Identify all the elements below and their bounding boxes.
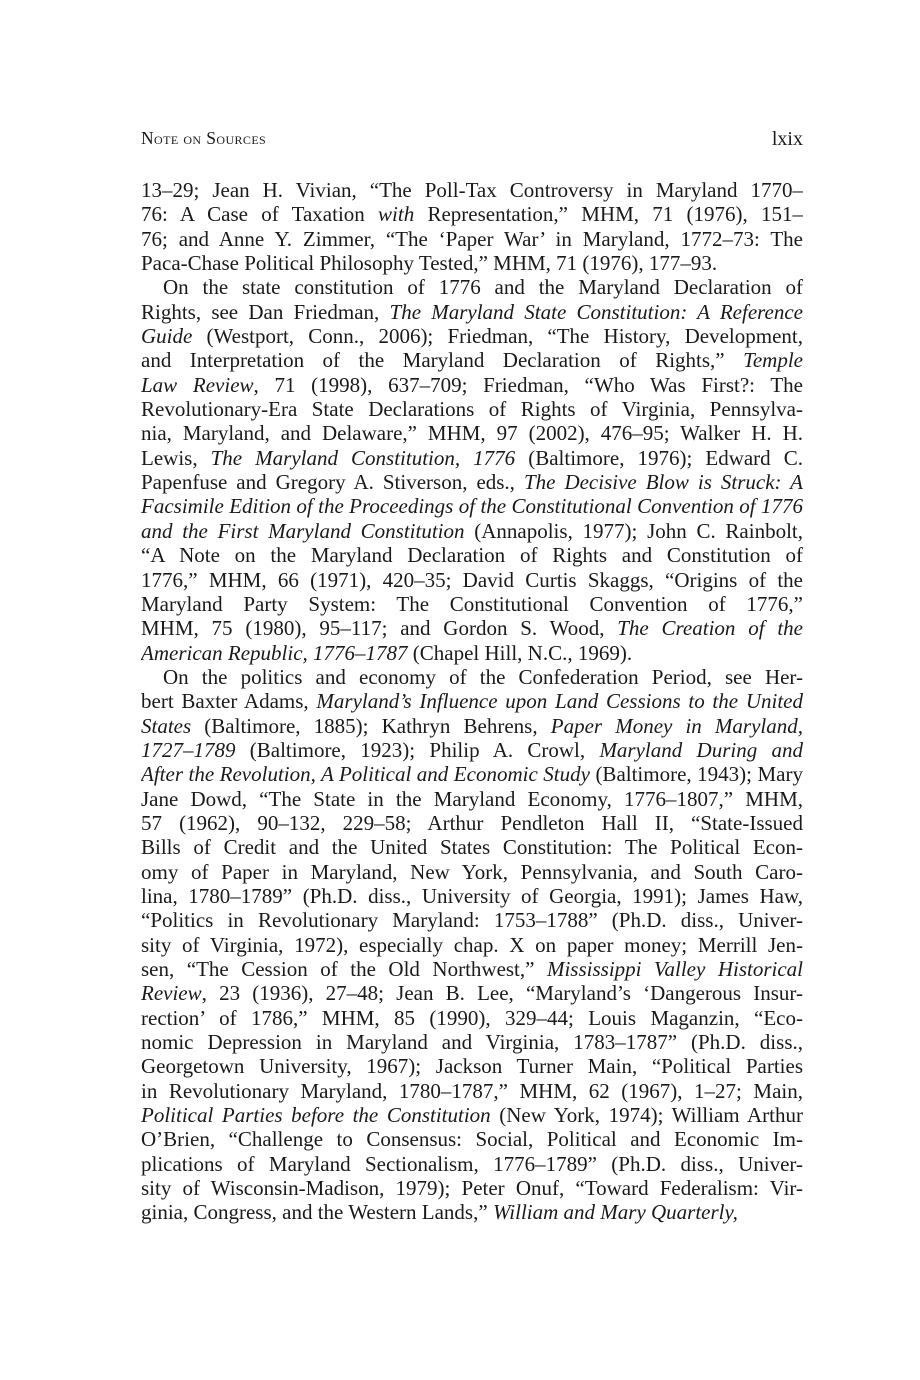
italic-text-run: Facsimile Edition of the Proceedings of the Constitutional Convention of 1776 — [141, 494, 803, 519]
page-header — [141, 128, 803, 156]
text-run: ginia, Congress, and the Western Lands,” — [141, 1200, 493, 1225]
body-text — [141, 178, 803, 1225]
text-run: (Annapolis, 1977); John C. Rainbolt, — [464, 518, 803, 543]
text-run: Maryland Party System: The Constitutional Convention of 1776,” — [141, 591, 803, 616]
text-run: On the politics and economy of the Confederation Period, see Her- — [163, 664, 803, 689]
text-run: (Baltimore, 1885); Kathryn Behrens, — [191, 713, 551, 738]
text-line — [141, 519, 803, 543]
text-run: sen, “The Cession of the Old Northwest,” — [141, 957, 547, 981]
text-line — [141, 616, 803, 640]
text-line — [141, 957, 803, 981]
text-run: On the state constitution of 1776 and the Maryland Declaration of — [163, 275, 803, 300]
text-line — [141, 641, 803, 665]
italic-text-run: Political Parties before the Constitution — [141, 1103, 491, 1128]
text-run: lina, 1780–1789” (Ph.D. diss., University of Georgia, 1991); James Haw, — [141, 883, 803, 908]
italic-text-run: The Maryland State Constitution: A Reference — [389, 299, 803, 324]
text-line — [141, 275, 803, 299]
text-run: 76: A Case of Taxation — [141, 202, 379, 227]
italic-text-run: The Creation of the — [617, 616, 803, 641]
text-run: Revolutionary-Era State Declarations of Rights of Virginia, Pennsylva- — [141, 397, 803, 422]
text-line — [141, 568, 803, 592]
text-run: Papenfuse and Gregory A. Stiverson, eds., — [141, 470, 524, 495]
text-line — [141, 1200, 803, 1224]
text-run: O’Brien, “Challenge to Consensus: Social, Political and Economic Im- — [141, 1127, 803, 1152]
text-run: MHM, 75 (1980), 95–117; and Gordon S. Wood, — [141, 616, 618, 641]
italic-text-run: William and Mary Quarterly, — [492, 1200, 738, 1225]
text-line — [141, 1030, 803, 1054]
text-run: Bills of Credit and the United States Constitution: The Political Econ- — [141, 835, 803, 860]
text-run: Lewis, — [141, 445, 211, 470]
text-run: Georgetown University, 1967); Jackson Turner Main, “Political Parties — [141, 1054, 803, 1079]
text-run: nomic Depression in Maryland and Virginia, 1783–1787” (Ph.D. diss., — [141, 1030, 803, 1055]
text-run: nia, Maryland, and Delaware,” MHM, 97 (2002), 476–95; Walker H. H. — [141, 421, 803, 446]
text-line — [141, 300, 803, 324]
text-line — [141, 446, 803, 470]
text-line — [141, 397, 803, 421]
text-run: omy of Paper in Maryland, New York, Pennsylvania, and South Caro- — [141, 859, 803, 884]
text-line — [141, 1006, 803, 1030]
text-line — [141, 689, 803, 713]
italic-text-run: with — [378, 202, 415, 227]
text-run: , 23 (1936), 27–48; Jean B. Lee, “Maryland’s ‘Dangerous Insur- — [201, 981, 803, 1006]
text-line — [141, 178, 803, 202]
italic-text-run: After the Revolution, A Political and Economic Study — [141, 762, 590, 787]
italic-text-run: The Maryland Constitution, 1776 — [210, 445, 516, 470]
text-run: (Baltimore, 1923); Philip A. Crowl, — [235, 737, 600, 762]
page-number: lxix — [771, 128, 803, 150]
text-run: 1776,” MHM, 66 (1971), 420–35; David Curtis Skaggs, “Origins of the — [141, 567, 803, 592]
running-head: Note on Sources — [141, 128, 267, 148]
text-run: and Interpretation of the Maryland Declaration of Rights,” — [141, 348, 744, 373]
italic-text-run: Mississippi Valley Historical — [546, 957, 803, 981]
text-run: Representation,” MHM, 71 (1976), 151– — [414, 202, 803, 227]
text-run: 57 (1962), 90–132, 229–58; Arthur Pendleton Hall II, “State-Issued — [141, 810, 803, 835]
text-run: sity of Wisconsin-Madison, 1979); Peter Onuf, “Toward Federalism: Vir- — [141, 1176, 803, 1201]
text-run: Rights, see Dan Friedman, — [141, 299, 390, 324]
text-run: , 71 (1998), 637–709; Friedman, “Who Was First?: The — [253, 372, 803, 397]
text-line — [141, 1127, 803, 1151]
text-line — [141, 202, 803, 226]
text-run: (Westport, Conn., 2006); Friedman, “The History, Development, — [192, 324, 803, 349]
italic-text-run: The Decisive Blow is Struck: A — [523, 470, 803, 495]
text-line — [141, 494, 803, 518]
text-line — [141, 835, 803, 859]
italic-text-run: Guide — [141, 324, 193, 349]
text-line — [141, 933, 803, 957]
text-run: bert Baxter Adams, — [141, 689, 317, 714]
text-run: 76; and Anne Y. Zimmer, “The ‘Paper War’ in Maryland, 1772–73: The — [141, 226, 803, 251]
text-run: rection’ of 1786,” MHM, 85 (1990), 329–44; Louis Maganzin, “Eco- — [141, 1005, 803, 1030]
text-line — [141, 860, 803, 884]
text-line — [141, 373, 803, 397]
text-run: Paca-Chase Political Philosophy Tested,” MHM, 71 (1976), 177–93. — [141, 251, 718, 276]
text-run: (New York, 1974); William Arthur — [490, 1103, 803, 1128]
text-line — [141, 884, 803, 908]
text-line — [141, 787, 803, 811]
text-line — [141, 762, 803, 786]
italic-text-run: Temple — [743, 348, 803, 373]
text-run: (Chapel Hill, N.C., 1969). — [407, 640, 633, 665]
text-line — [141, 1054, 803, 1078]
text-run: “A Note on the Maryland Declaration of Rights and Constitution of — [141, 543, 803, 568]
text-line — [141, 738, 803, 762]
text-run: “Politics in Revolutionary Maryland: 1753–1788” (Ph.D. diss., Univer- — [141, 908, 803, 933]
text-run: 13–29; Jean H. Vivian, “The Poll-Tax Controversy in Maryland 1770– — [141, 178, 803, 202]
text-line — [141, 908, 803, 932]
text-line — [141, 348, 803, 372]
text-run: Jane Dowd, “The State in the Maryland Economy, 1776–1807,” MHM, — [141, 786, 803, 811]
italic-text-run: 1727–1789 — [141, 737, 236, 762]
text-run: (Baltimore, 1943); Mary — [589, 762, 803, 787]
text-run: in Revolutionary Maryland, 1780–1787,” MHM, 62 (1967), 1–27; Main, — [141, 1078, 803, 1103]
text-line — [141, 811, 803, 835]
italic-text-run: Paper Money in Maryland, — [550, 713, 803, 738]
text-line — [141, 470, 803, 494]
italic-text-run: Review — [141, 981, 202, 1006]
text-line — [141, 1079, 803, 1103]
text-line — [141, 251, 803, 275]
italic-text-run: States — [141, 713, 192, 738]
italic-text-run: and the First Maryland Constitution — [141, 518, 465, 543]
text-line — [141, 665, 803, 689]
text-run: plications of Maryland Sectionalism, 1776–1789” (Ph.D. diss., Univer- — [141, 1151, 803, 1176]
text-line — [141, 1152, 803, 1176]
text-line — [141, 543, 803, 567]
text-line — [141, 981, 803, 1005]
text-line — [141, 227, 803, 251]
italic-text-run: Law Review — [141, 372, 254, 397]
text-line — [141, 421, 803, 445]
text-run: sity of Virginia, 1972), especially chap. X on paper money; Merrill Jen- — [141, 932, 803, 957]
italic-text-run: Maryland During and — [599, 737, 803, 762]
text-line — [141, 714, 803, 738]
text-line — [141, 1176, 803, 1200]
text-line — [141, 1103, 803, 1127]
text-run: (Baltimore, 1976); Edward C. — [515, 445, 803, 470]
italic-text-run: American Republic, 1776–1787 — [141, 640, 408, 665]
italic-text-run: Maryland’s Influence upon Land Cessions to the United — [316, 689, 803, 714]
text-line — [141, 592, 803, 616]
text-line — [141, 324, 803, 348]
